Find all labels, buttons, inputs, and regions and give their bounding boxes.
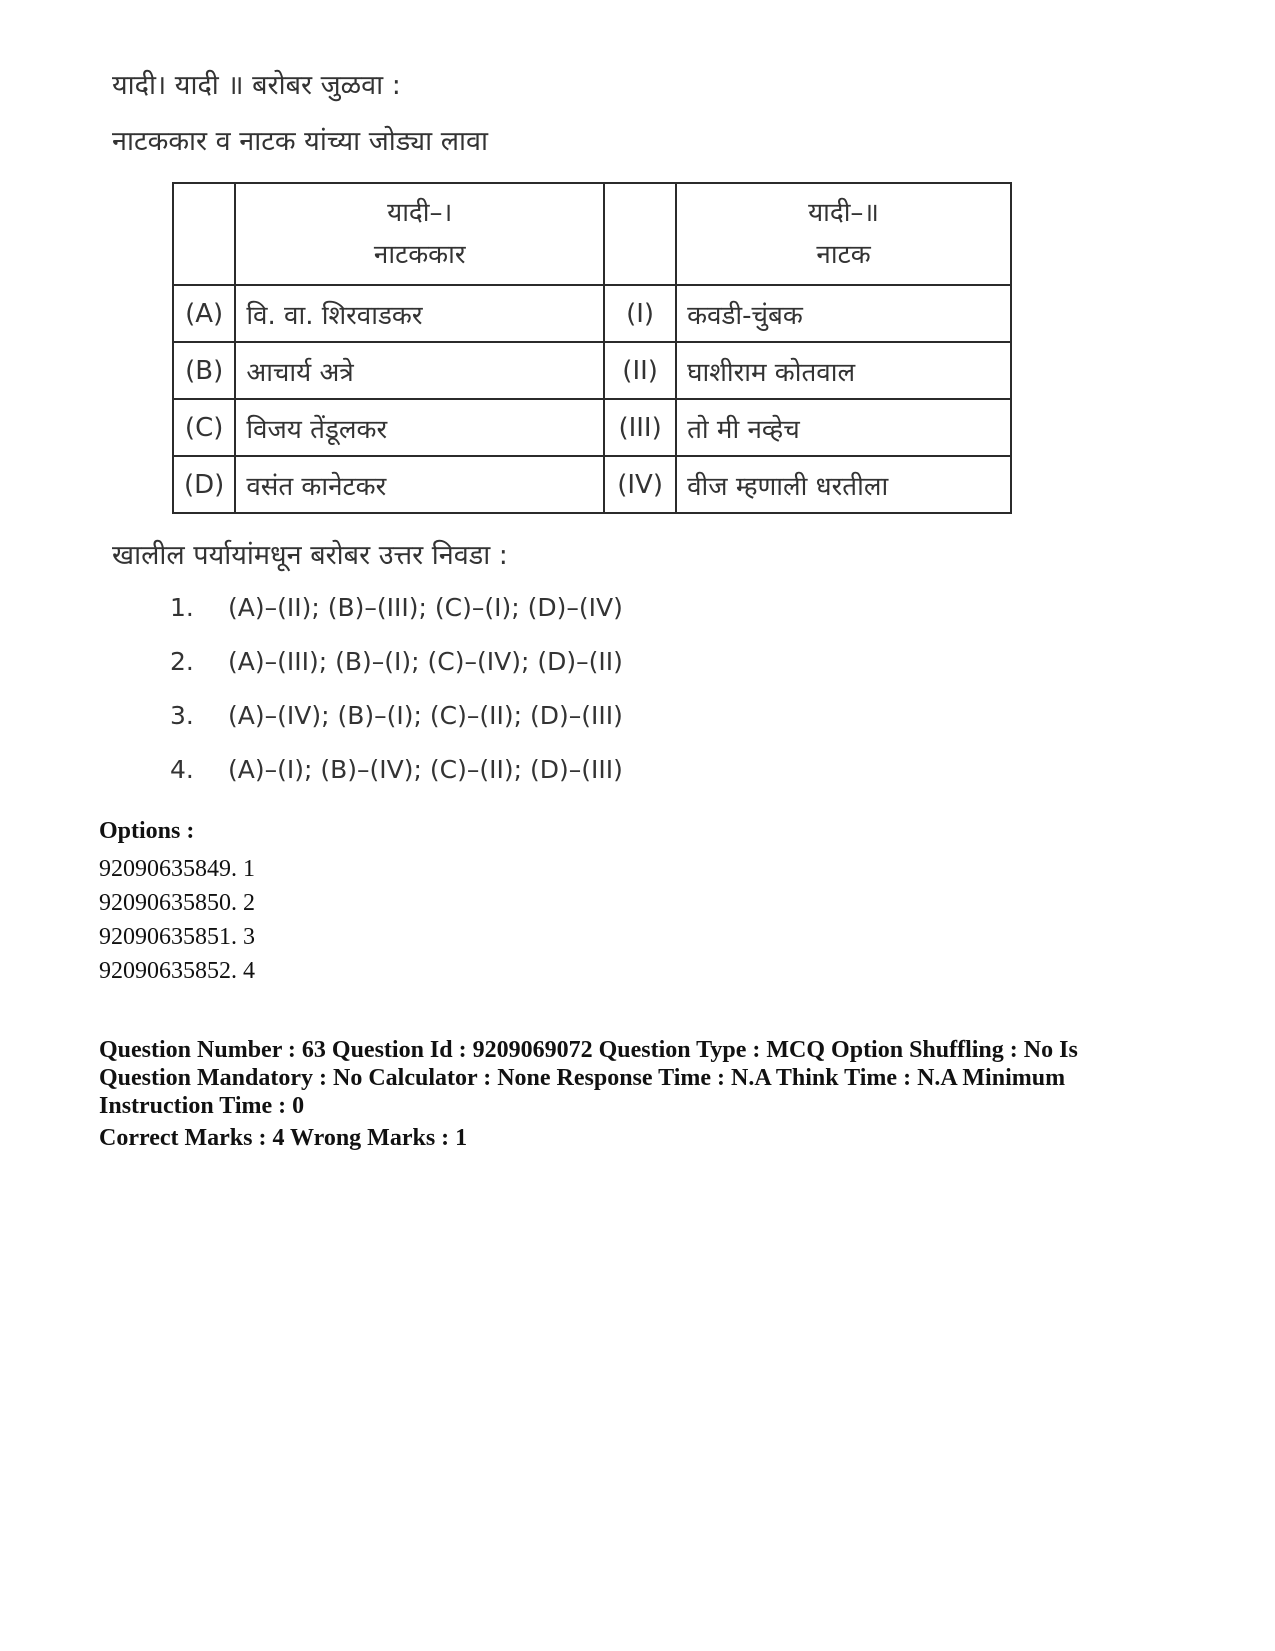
instruction-line-1: यादी। यादी ॥ बरोबर जुळवा : [112, 70, 401, 101]
header-blank-left [173, 183, 235, 285]
row-key: (B) [173, 342, 235, 399]
table-header-row [173, 183, 1011, 285]
list-item [170, 750, 1012, 804]
left-header [235, 183, 604, 285]
match-table [172, 182, 1012, 514]
options-list [99, 852, 255, 988]
list-item [170, 696, 1012, 750]
row-rname: घाशीराम कोतवाल [676, 342, 1011, 399]
table-row [173, 285, 1011, 342]
option-item: 92090635849. 1 [99, 856, 255, 882]
instruction-line-2: नाटककार व नाटक यांच्या जोड्या लावा [112, 126, 489, 157]
row-key: (A) [173, 285, 235, 342]
row-rkey: (IV) [604, 456, 676, 513]
table-row [173, 456, 1011, 513]
choice-text: (A)–(I); (B)–(IV); (C)–(II); (D)–(III) [228, 755, 623, 784]
row-key: (C) [173, 399, 235, 456]
question-info: Question Number : 63 Question Id : 9209069072 Question Type : MCQ Option Shuffling : No Is Question Mandatory : No Calculator : None Response Time : N.A Think Time : N.A Minimum Instruction Time : 0 [99, 1037, 1078, 1119]
choice-text: (A)–(II); (B)–(III); (C)–(I); (D)–(IV) [228, 593, 623, 622]
question-image [112, 66, 1012, 804]
list-item [170, 588, 1012, 642]
row-name: वि. वा. शिरवाडकर [235, 285, 604, 342]
left-header-title: यादी–। [387, 198, 453, 228]
choice-number: 2. [170, 647, 194, 676]
marks-info: Correct Marks : 4 Wrong Marks : 1 [99, 1125, 468, 1151]
choice-number: 3. [170, 701, 194, 730]
row-rkey: (II) [604, 342, 676, 399]
choice-number: 1. [170, 593, 194, 622]
row-rname: वीज म्हणाली धरतीला [676, 456, 1011, 513]
header-blank-right [604, 183, 676, 285]
row-rname: तो मी नव्हेच [676, 399, 1011, 456]
row-name: विजय तेंडूलकर [235, 399, 604, 456]
options-heading: Options : [99, 818, 195, 844]
row-key: (D) [173, 456, 235, 513]
option-item: 92090635851. 3 [99, 924, 255, 950]
choice-list [170, 588, 1012, 804]
list-item [170, 642, 1012, 696]
left-header-subtitle: नाटककार [373, 240, 466, 270]
row-name: आचार्य अत्रे [235, 342, 604, 399]
table-row [173, 399, 1011, 456]
choose-instruction: खालील पर्यायांमधून बरोबर उत्तर निवडा : [112, 540, 508, 571]
right-header [676, 183, 1011, 285]
option-item: 92090635850. 2 [99, 890, 255, 916]
row-name: वसंत कानेटकर [235, 456, 604, 513]
choice-number: 4. [170, 755, 194, 784]
choice-text: (A)–(IV); (B)–(I); (C)–(II); (D)–(III) [228, 701, 623, 730]
right-header-subtitle: नाटक [816, 240, 871, 270]
row-rkey: (I) [604, 285, 676, 342]
option-item: 92090635852. 4 [99, 958, 255, 984]
row-rname: कवडी-चुंबक [676, 285, 1011, 342]
row-rkey: (III) [604, 399, 676, 456]
right-header-title: यादी–॥ [808, 198, 880, 228]
choice-text: (A)–(III); (B)–(I); (C)–(IV); (D)–(II) [228, 647, 623, 676]
table-row [173, 342, 1011, 399]
